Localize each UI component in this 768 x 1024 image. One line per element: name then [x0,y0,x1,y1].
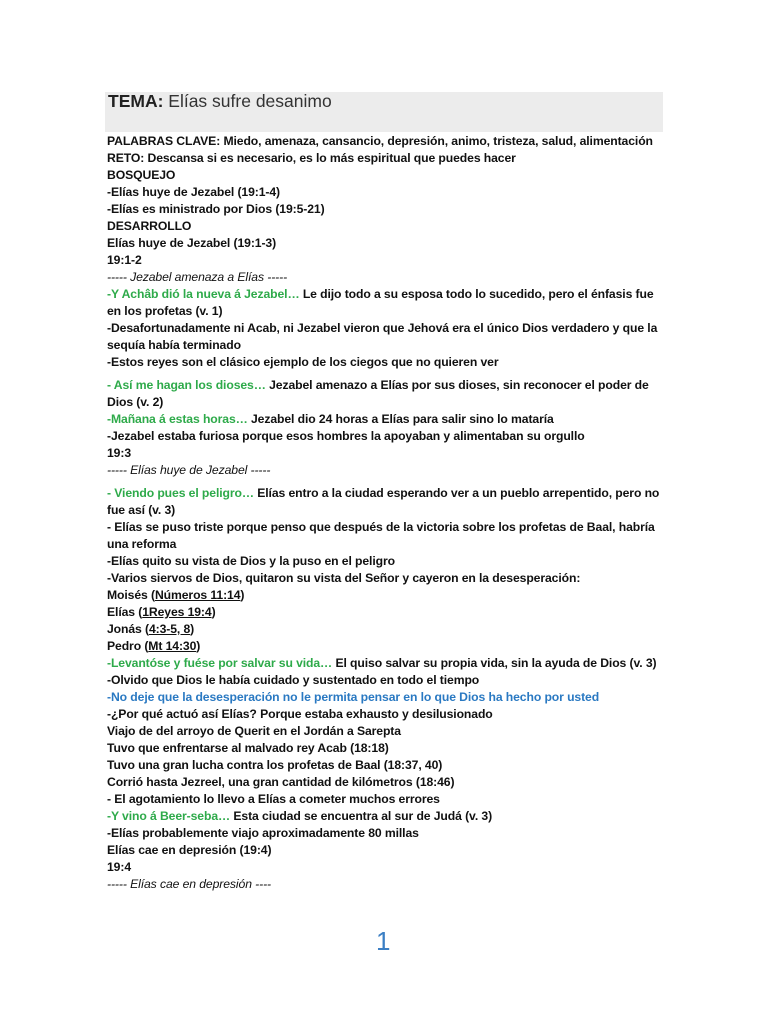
verse-ref: 19:4 [107,860,131,874]
verse-ref: 19:3 [107,446,131,460]
paragraph-text: El quiso salvar su propia vida, sin la ayuda de Dios (v. 3) [332,656,657,670]
reference-end: ) [240,588,245,602]
reference-name: Elías ( [107,605,143,619]
section-divider: ----- Jezabel amenaza a Elías ----- [107,270,288,284]
document-body [107,133,667,893]
paragraph: Tuvo una gran lucha contra los profetas de Baal (18:37, 40) [107,758,443,772]
development-heading: DESARROLLO [107,219,192,233]
section-heading: Elías huye de Jezabel (19:1-3) [107,236,277,250]
paragraph: -Jezabel estaba furiosa porque esos hombres la apoyaban y alimentaban su orgullo [107,429,585,443]
highlight-line: -No deje que la desesperación no le permita pensar en lo que Dios ha hecho por usted [107,690,600,704]
scripture-quote: -Y vino á Beer-seba… [107,809,231,823]
challenge-text: Descansa si es necesario, es lo más espiritual que puedes hacer [144,151,516,165]
reference-item [107,604,667,621]
reference-name: Pedro ( [107,639,149,653]
scripture-link[interactable]: 1Reyes 19:4 [142,605,212,619]
title-text: Elías sufre desanimo [168,91,332,111]
paragraph: -Varios siervos de Dios, quitaron su vista del Señor y cayeron en la desesperación: [107,571,581,585]
keywords-line [107,133,667,150]
paragraph: -Elías probablemente viajo aproximadamente 80 millas [107,826,419,840]
reference-end: ) [211,605,216,619]
paragraph: - El agotamiento lo llevo a Elías a cometer muchos errores [107,792,440,806]
reference-end: ) [190,622,195,636]
title-label: TEMA: [108,91,164,111]
keywords-text: Miedo, amenaza, cansancio, depresión, animo, tristeza, salud, alimentación [220,134,653,148]
scripture-link[interactable]: 4:3-5, 8 [148,622,191,636]
paragraph: Viajo de del arroyo de Querit en el Jordán a Sarepta [107,724,401,738]
reference-end: ) [196,639,201,653]
page-number: 1 [376,926,391,956]
section-heading: Elías cae en depresión (19:4) [107,843,272,857]
paragraph [107,377,667,411]
paragraph: - Elías se puso triste porque penso que después de la victoria sobre los profetas de Baal, habría una reforma [107,520,655,551]
challenge-label: RETO: [107,151,145,165]
paragraph: -Desafortunadamente ni Acab, ni Jezabel vieron que Jehová era el único Dios verdadero y que la sequía había terminado [107,321,658,352]
scripture-quote: -Levantóse y fuése por salvar su vida… [107,656,333,670]
paragraph: -Olvido que Dios le había cuidado y sustentado en todo el tiempo [107,673,480,687]
paragraph-text: Elías entro a la ciudad esperando ver a un pueblo arrepentido, pero no fue así (v. 3) [107,486,660,517]
paragraph-text: Jezabel amenazo a Elías por sus dioses, sin reconocer el poder de Dios (v. 2) [107,378,649,409]
page-title [108,91,332,112]
outline-item: -Elías es ministrado por Dios (19:5-21) [107,202,325,216]
reference-item [107,621,667,638]
section-divider: ----- Elías huye de Jezabel ----- [107,463,271,477]
scripture-quote: - Así me hagan los dioses… [107,378,266,392]
paragraph [107,808,667,825]
paragraph: -Elías quito su vista de Dios y la puso en el peligro [107,554,395,568]
paragraph-text: Jezabel dio 24 horas a Elías para salir sino lo mataría [247,412,554,426]
paragraph [107,655,667,672]
scripture-link[interactable]: Números 11:14 [154,588,241,602]
paragraph [107,411,667,428]
section-divider: ----- Elías cae en depresión ---- [107,877,271,891]
scripture-quote: -Mañana á estas horas… [107,412,248,426]
paragraph [107,485,667,519]
outline-item: -Elías huye de Jezabel (19:1-4) [107,185,281,199]
challenge-line [107,150,667,167]
paragraph: -Estos reyes son el clásico ejemplo de los ciegos que no quieren ver [107,355,499,369]
reference-name: Jonás ( [107,622,149,636]
paragraph-text: Esta ciudad se encuentra al sur de Judá (v. 3) [230,809,493,823]
paragraph: Tuvo que enfrentarse al malvado rey Acab (18:18) [107,741,389,755]
verse-ref: 19:1-2 [107,253,142,267]
paragraph: -¿Por qué actuó así Elías? Porque estaba exhausto y desilusionado [107,707,493,721]
paragraph: Corrió hasta Jezreel, una gran cantidad de kilómetros (18:46) [107,775,455,789]
keywords-label: PALABRAS CLAVE: [107,134,221,148]
scripture-link[interactable]: Mt 14:30 [148,639,197,653]
scripture-quote: - Viendo pues el peligro… [107,486,254,500]
paragraph [107,286,667,320]
reference-item [107,638,667,655]
reference-name: Moisés ( [107,588,155,602]
paragraph-text: Le dijo todo a su esposa todo lo sucedido, pero el énfasis fue en los profetas (v. 1) [107,287,654,318]
reference-item [107,587,667,604]
scripture-quote: -Y Achâb dió la nueva á Jezabel… [107,287,300,301]
outline-heading: BOSQUEJO [107,168,176,182]
